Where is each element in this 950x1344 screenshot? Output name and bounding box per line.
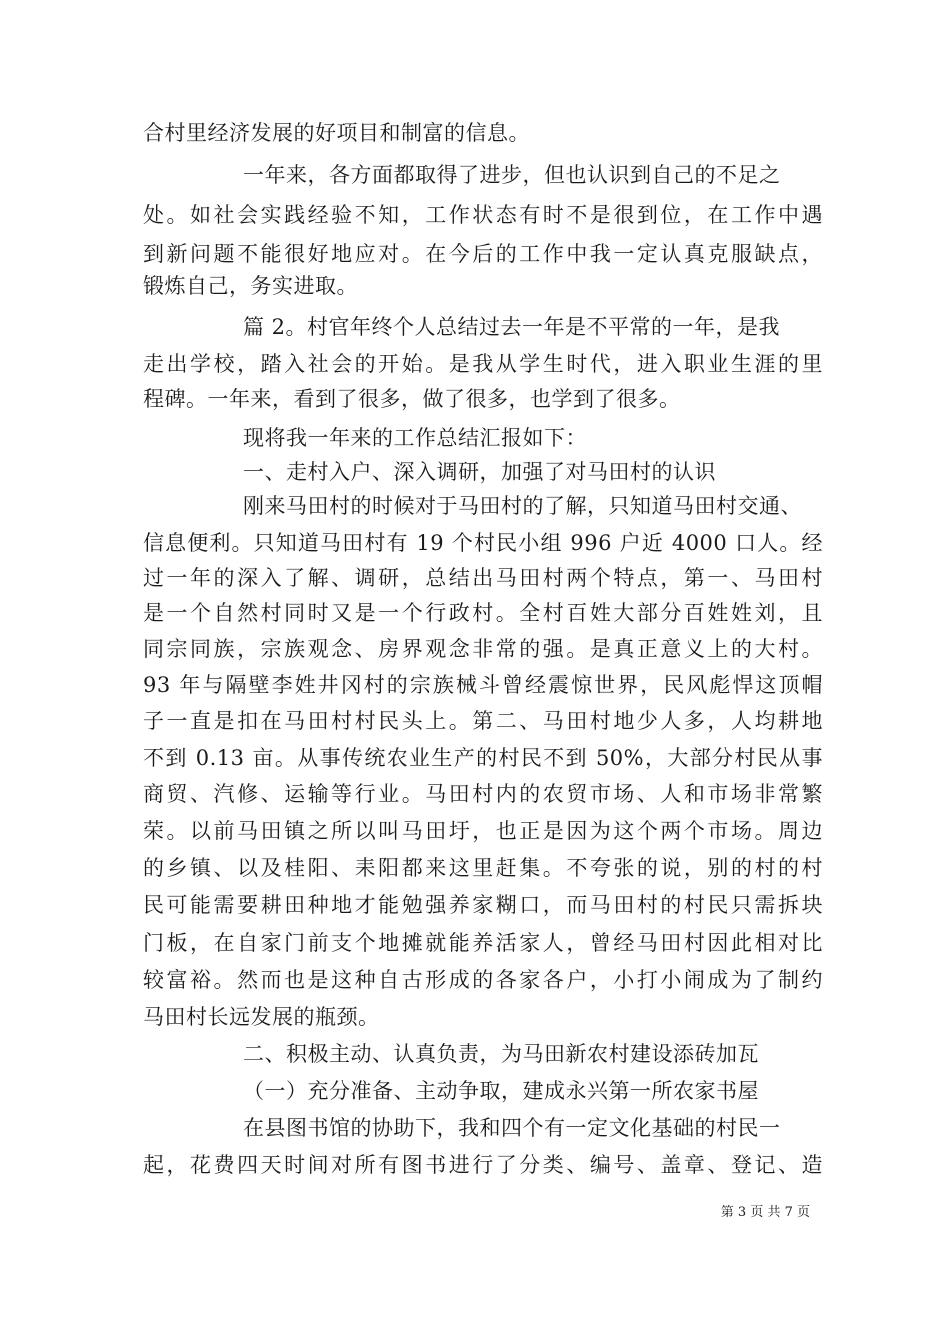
text-line: 锻炼自己，务实进取。: [143, 274, 358, 298]
subsection-heading: （一）充分准备、主动争取，建成永兴第一所农家书屋: [243, 1079, 759, 1103]
text-line: 的乡镇、以及桂阳、耒阳都来这里赶集。不夸张的说，别的村的村: [143, 856, 823, 880]
section-heading: 一、走村入户、深入调研，加强了对马田村的认识: [243, 460, 716, 484]
text-line: 过一年的深入了解、调研，总结出马田村两个特点，第一、马田村: [143, 566, 823, 590]
text-line: 合村里经济发展的好项目和制富的信息。: [143, 121, 530, 145]
paragraph-start-line: 在县图书馆的协助下，我和四个有一定文化基础的村民一: [243, 1116, 781, 1140]
page-number-footer: 第 3 页 共 7 页: [720, 1205, 810, 1220]
paragraph-start-line: 刚来马田村的时候对于马田村的了解，只知道马田村交通、: [243, 494, 802, 518]
paragraph-start-line: 篇 2。村官年终个人总结过去一年是不平常的一年，是我: [243, 315, 781, 339]
text-line: 同宗同族，宗族观念、房界观念非常的强。是真正意义上的大村。: [143, 637, 823, 661]
text-line: 不到 0.13 亩。从事传统农业生产的村民不到 50%，大部分村民从事: [143, 746, 823, 770]
text-line: 程碑。一年来，看到了很多，做了很多，也学到了很多。: [143, 387, 681, 411]
text-line: 民可能需要耕田种地才能勉强养家糊口，而马田村的村民只需拆块: [143, 893, 823, 917]
text-line: 较富裕。然而也是这种自古形成的各家各户，小打小闹成为了制约: [143, 968, 823, 992]
section-heading: 二、积极主动、认真负责，为马田新农村建设添砖加瓦: [243, 1042, 759, 1066]
text-line: 商贸、汽修、运输等行业。马田村内的农贸市场、人和市场非常繁: [143, 782, 823, 806]
text-line: 93 年与隔壁李姓井冈村的宗族械斗曾经震惊世界，民风彪悍这顶帽: [143, 673, 823, 697]
text-line: 荣。以前马田镇之所以叫马田圩，也正是因为这个两个市场。周边: [143, 819, 823, 843]
text-line: 起，花费四天时间对所有图书进行了分类、编号、盖章、登记、造: [143, 1153, 823, 1177]
text-line: 处。如社会实践经验不知，工作状态有时不是很到位，在工作中遇: [143, 203, 823, 227]
text-line: 信息便利。只知道马田村有 19 个村民小组 996 户近 4000 口人。经: [143, 531, 823, 555]
paragraph-start-line: 现将我一年来的工作总结汇报如下：: [243, 426, 587, 450]
text-line: 马田村长远发展的瓶颈。: [143, 1005, 380, 1029]
text-line: 走出学校，踏入社会的开始。是我从学生时代，进入职业生涯的里: [143, 352, 823, 376]
text-line: 子一直是扣在马田村村民头上。第二、马田村地少人多，人均耕地: [143, 709, 823, 733]
text-line: 到新问题不能很好地应对。在今后的工作中我一定认真克服缺点，: [143, 242, 823, 266]
paragraph-start-line: 一年来，各方面都取得了进步，但也认识到自己的不足之: [243, 163, 781, 187]
text-line: 门板，在自家门前支个地摊就能养活家人，曾经马田村因此相对比: [143, 931, 823, 955]
text-line: 是一个自然村同时又是一个行政村。全村百姓大部分百姓姓刘，且: [143, 601, 823, 625]
